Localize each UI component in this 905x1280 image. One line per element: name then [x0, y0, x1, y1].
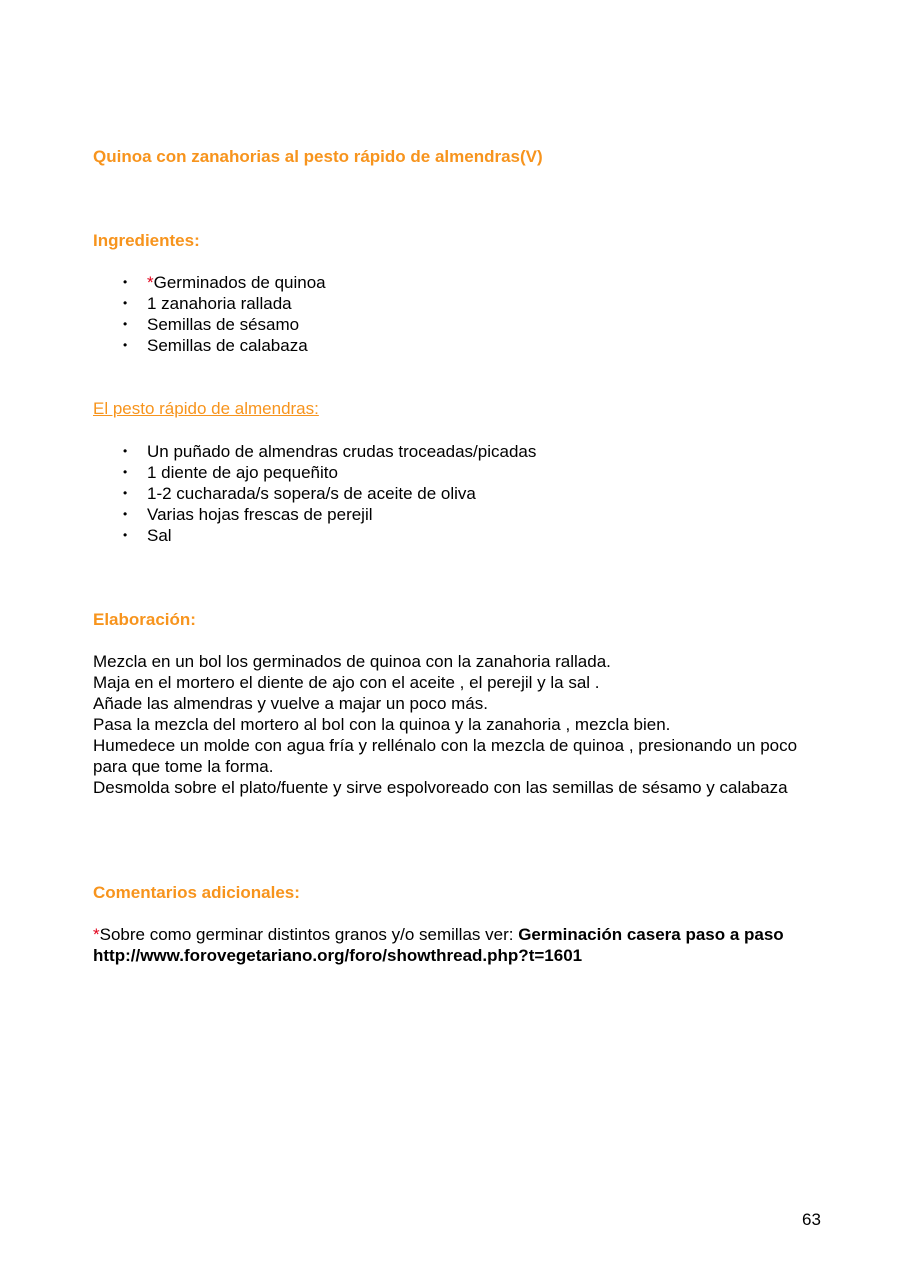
ingredients-list	[93, 272, 326, 356]
list-item	[93, 293, 326, 314]
elaboration-step: Desmolda sobre el plato/fuente y sirve espolvoreado con las semillas de sésamo y calabaza	[93, 778, 788, 797]
list-item	[93, 462, 536, 483]
elaboration-step: Pasa la mezcla del mortero al bol con la quinoa y la zanahoria , mezcla bien.	[93, 715, 671, 734]
bullet-icon: •	[123, 296, 128, 310]
pesto-list	[93, 441, 536, 546]
footnote-asterisk: *	[147, 273, 154, 292]
pesto-ingredient-text: Sal	[147, 526, 172, 545]
list-item	[93, 314, 326, 335]
bullet-icon: •	[123, 528, 128, 542]
bullet-icon: •	[123, 465, 128, 479]
bullet-icon: •	[123, 275, 128, 289]
comments-text	[93, 924, 818, 966]
list-item	[93, 525, 536, 546]
elaboration-step: Mezcla en un bol los germinados de quinoa con la zanahoria rallada.	[93, 652, 611, 671]
bullet-icon: •	[123, 444, 128, 458]
bullet-icon: •	[123, 486, 128, 500]
germination-reference: Germinación casera paso a paso http://www.forovegetariano.org/foro/showthread.php?t=1601	[93, 925, 784, 965]
list-item	[93, 335, 326, 356]
page-number: 63	[802, 1210, 821, 1229]
recipe-title: Quinoa con zanahorias al pesto rápido de almendras(V)	[93, 147, 543, 166]
list-item	[93, 504, 536, 525]
elaboration-step: Maja en el mortero el diente de ajo con el aceite , el perejil y la sal .	[93, 673, 600, 692]
bullet-icon: •	[123, 338, 128, 352]
bullet-icon: •	[123, 317, 128, 331]
ingredient-text: Germinados de quinoa	[153, 273, 326, 292]
ingredients-heading: Ingredientes:	[93, 231, 200, 250]
comments-heading: Comentarios adicionales:	[93, 883, 300, 902]
ingredient-text: Semillas de sésamo	[147, 315, 300, 334]
bullet-icon: •	[123, 507, 128, 521]
pesto-ingredient-text: Varias hojas frescas de perejil	[147, 505, 373, 524]
footnote-asterisk: *	[93, 925, 100, 944]
pesto-heading: El pesto rápido de almendras:	[93, 399, 319, 418]
list-item	[93, 441, 536, 462]
pesto-ingredient-text: 1 diente de ajo pequeñito	[147, 463, 338, 482]
elaboration-heading: Elaboración:	[93, 610, 196, 629]
elaboration-text	[93, 651, 818, 798]
document-page	[93, 0, 823, 1280]
ingredient-text: Semillas de calabaza	[147, 336, 308, 355]
pesto-ingredient-text: 1-2 cucharada/s sopera/s de aceite de oliva	[147, 484, 476, 503]
elaboration-step: Humedece un molde con agua fría y rellénalo con la mezcla de quinoa , presionando un poco para que tome la forma.	[93, 736, 798, 776]
list-item	[93, 272, 326, 293]
comments-body: Sobre como germinar distintos granos y/o semillas ver:	[99, 925, 519, 944]
list-item	[93, 483, 536, 504]
pesto-ingredient-text: Un puñado de almendras crudas troceadas/picadas	[147, 442, 537, 461]
elaboration-step: Añade las almendras y vuelve a majar un poco más.	[93, 694, 488, 713]
ingredient-text: 1 zanahoria rallada	[147, 294, 292, 313]
